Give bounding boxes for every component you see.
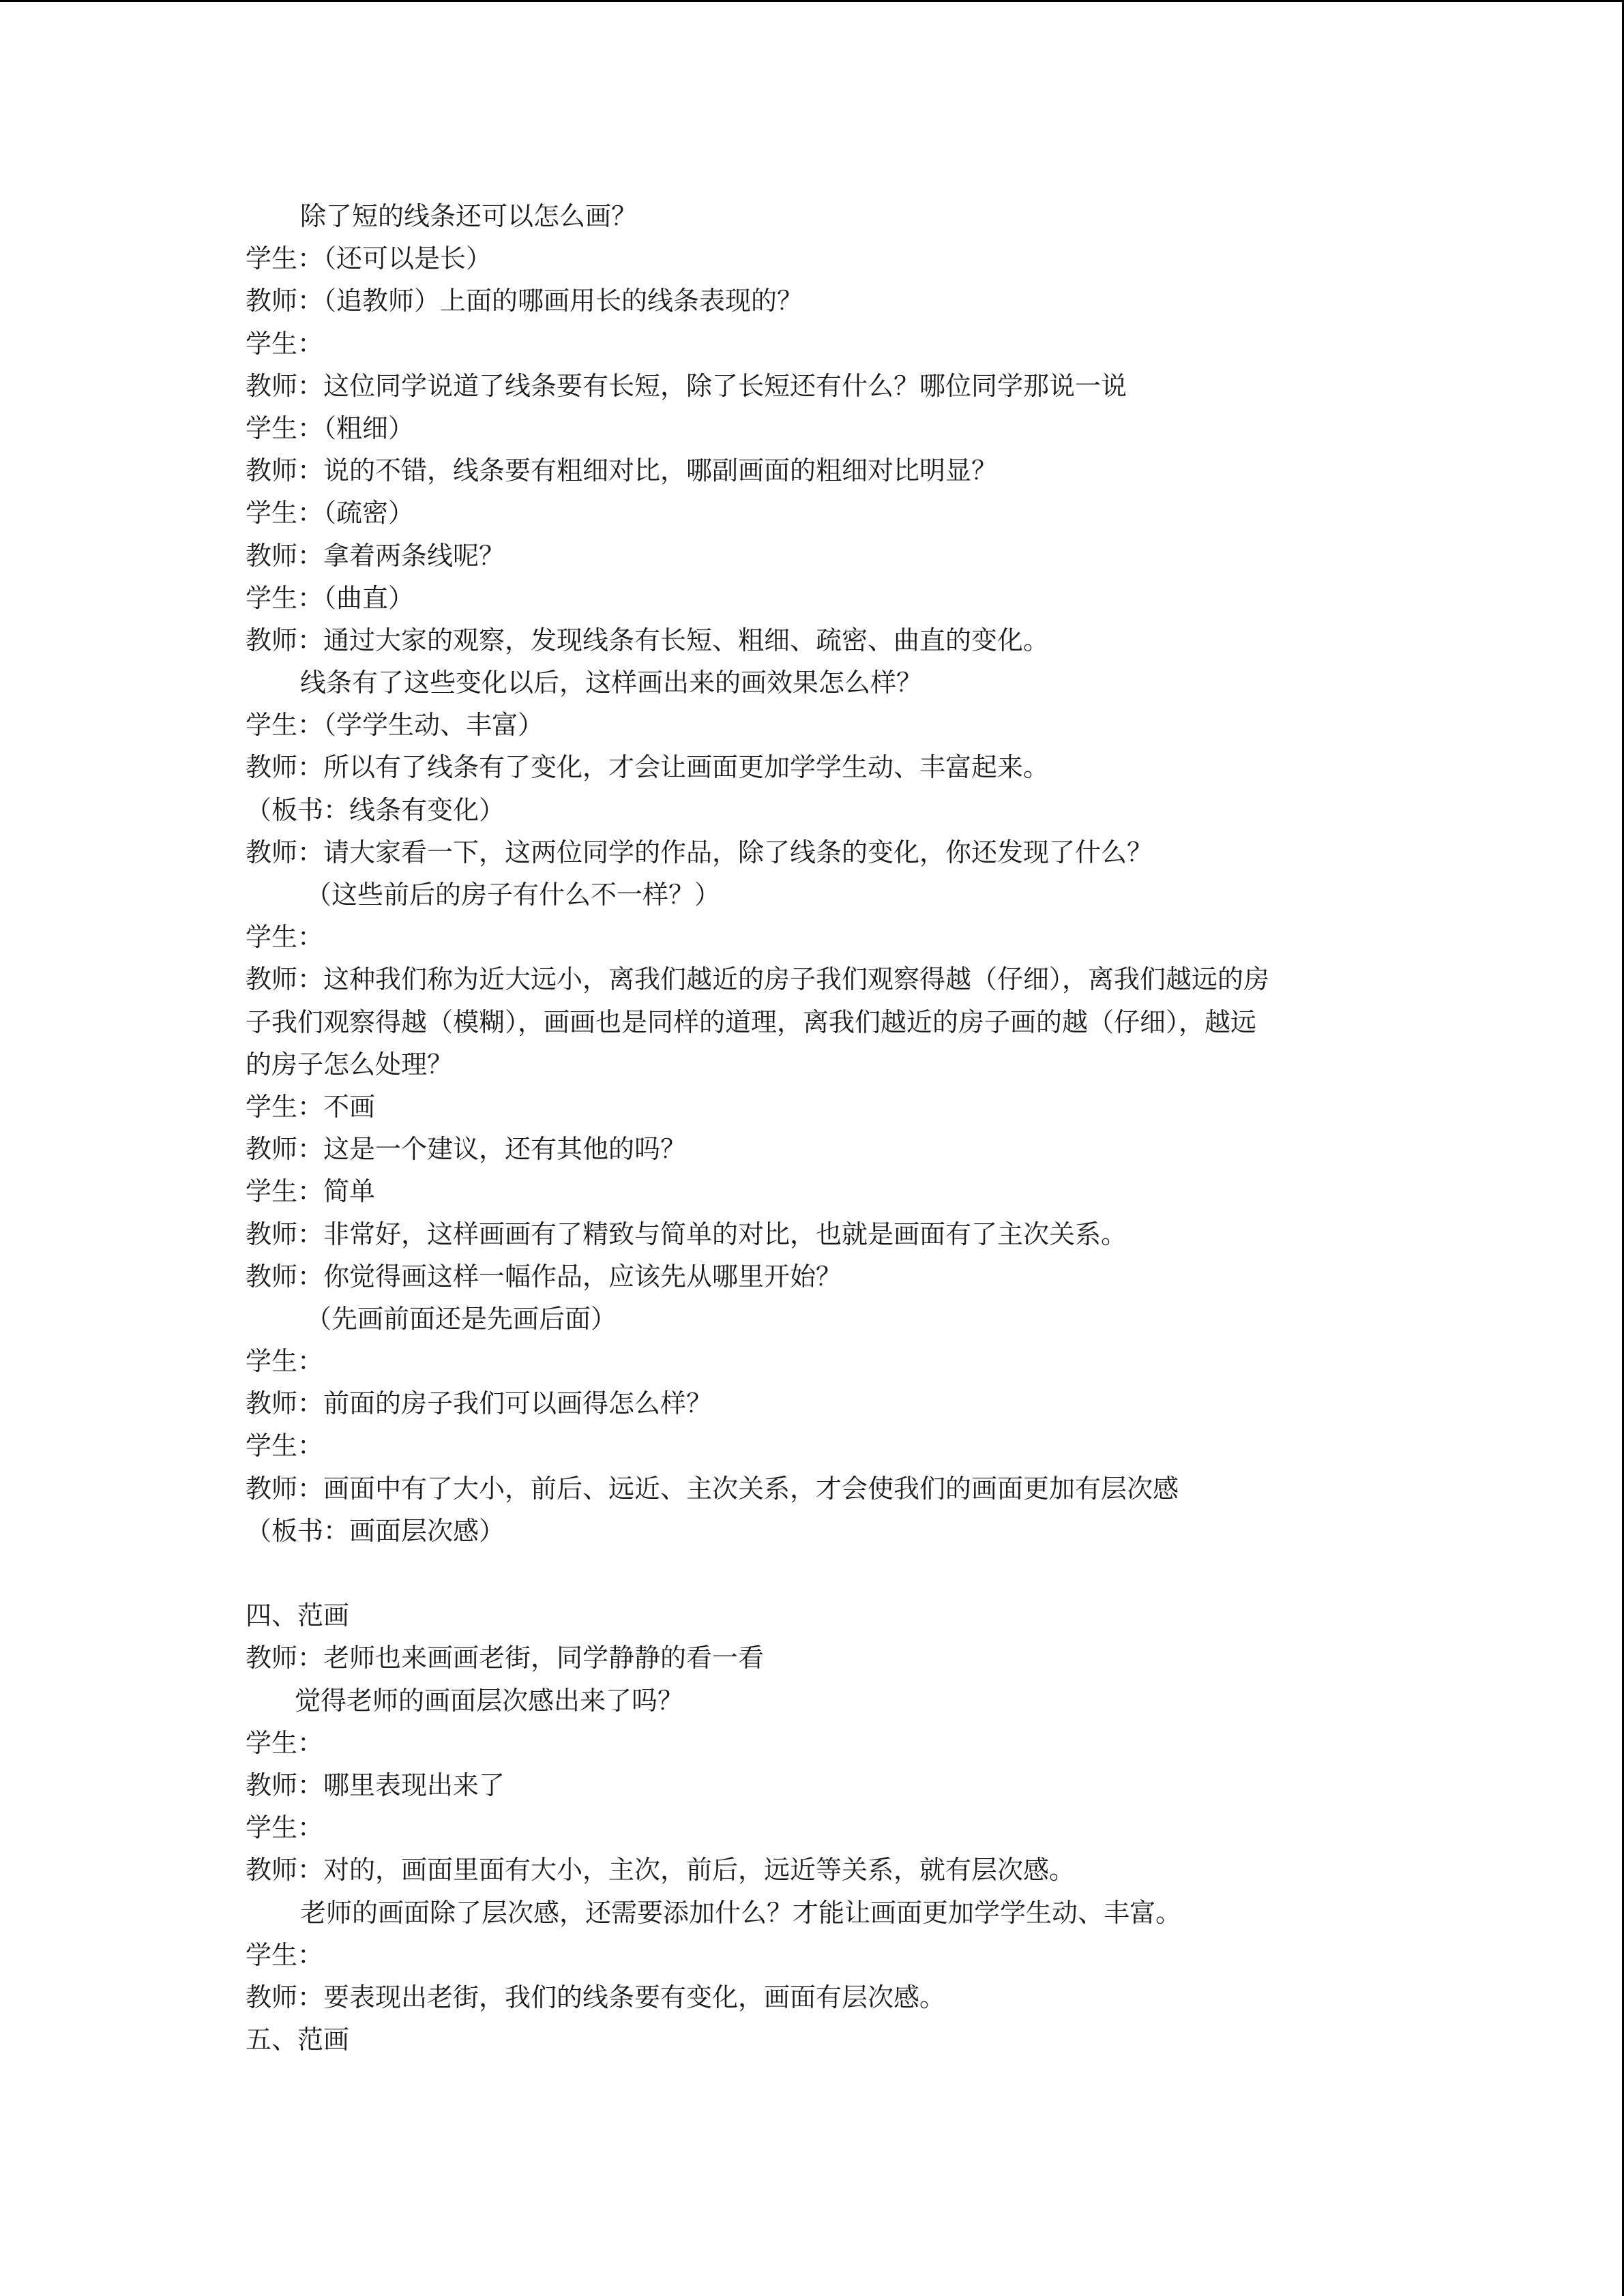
text-line: 教师：拿着两条线呢？ <box>246 540 505 571</box>
page-top-border <box>0 0 1624 2</box>
text-line: 学生：（疏密） <box>246 498 415 528</box>
text-line: 教师：画面中有了大小，前后、远近、主次关系，才会使我们的画面更加有层次感 <box>246 1473 1179 1504</box>
text-line: 教师：非常好，这样画画有了精致与简单的对比，也就是画面有了主次关系。 <box>246 1219 1127 1249</box>
text-line: 教师：哪里表现出来了 <box>246 1770 505 1800</box>
text-line: 线条有了这些变化以后，这样画出来的画效果怎么样？ <box>300 668 923 698</box>
section-heading: 五、范画 <box>246 2025 350 2055</box>
text-line: 学生：（曲直） <box>246 582 415 613</box>
board-note: （板书：线条有变化） <box>246 794 505 825</box>
text-line: （先画前面还是先画后面） <box>306 1303 617 1334</box>
text-line: 老师的画面除了层次感，还需要添加什么？才能让画面更加学学生动、丰富。 <box>300 1897 1182 1928</box>
board-note: （板书：画面层次感） <box>246 1515 505 1546</box>
text-line: 教师：这种我们称为近大远小，离我们越近的房子我们观察得越（仔细），离我们越远的房 <box>246 964 1270 995</box>
text-line: 学生：简单 <box>246 1176 376 1207</box>
text-line: 学生：不画 <box>246 1091 376 1122</box>
text-line: （这些前后的房子有什么不一样？） <box>306 880 721 910</box>
text-line: 教师：（追教师）上面的哪画用长的线条表现的？ <box>246 286 803 316</box>
text-line: 教师：这位同学说道了线条要有长短，除了长短还有什么？哪位同学那说一说 <box>246 370 1127 401</box>
text-line: 教师：老师也来画画老街，同学静静的看一看 <box>246 1643 765 1673</box>
text-line: 学生： <box>246 1813 324 1843</box>
text-line: 学生：（学学生动、丰富） <box>246 710 544 741</box>
text-line: 教师：前面的房子我们可以画得怎么样？ <box>246 1388 713 1419</box>
text-line: 学生： <box>246 1939 324 1970</box>
text-line: 教师：请大家看一下，这两位同学的作品，除了线条的变化，你还发现了什么？ <box>246 837 1153 867</box>
text-line: 教师：这是一个建议，还有其他的吗？ <box>246 1134 687 1165</box>
text-line: 教师：对的，画面里面有大小，主次，前后，远近等关系，就有层次感。 <box>246 1855 1076 1885</box>
text-line: 学生： <box>246 1727 324 1758</box>
text-line: 学生： <box>246 1431 324 1461</box>
text-line: 教师：所以有了线条有了变化，才会让画面更加学学生动、丰富起来。 <box>246 752 1050 783</box>
text-line: 学生： <box>246 328 324 359</box>
section-heading: 四、范画 <box>246 1600 350 1631</box>
lesson-transcript <box>246 195 1446 2061</box>
text-line: 觉得老师的画面层次感出来了吗？ <box>295 1685 684 1716</box>
text-line: 子我们观察得越（模糊），画画也是同样的道理，离我们越近的房子画的越（仔细），越远 <box>246 1007 1257 1037</box>
text-line: 的房子怎么处理？ <box>246 1049 454 1079</box>
text-line: 教师：要表现出老街，我们的线条要有变化，画面有层次感。 <box>246 1982 946 2012</box>
text-line: 教师：说的不错，线条要有粗细对比，哪副画面的粗细对比明显？ <box>246 456 998 486</box>
text-line: 学生：（还可以是长） <box>246 243 492 274</box>
text-line: 教师：通过大家的观察，发现线条有长短、粗细、疏密、曲直的变化。 <box>246 625 1050 655</box>
text-line: 除了短的线条还可以怎么画？ <box>300 201 638 231</box>
text-line: 教师：你觉得画这样一幅作品，应该先从哪里开始？ <box>246 1261 842 1292</box>
text-line: 学生： <box>246 1346 324 1377</box>
blank-line <box>246 1552 1446 1594</box>
text-line: 学生：（粗细） <box>246 413 415 443</box>
text-line: 学生： <box>246 922 324 953</box>
